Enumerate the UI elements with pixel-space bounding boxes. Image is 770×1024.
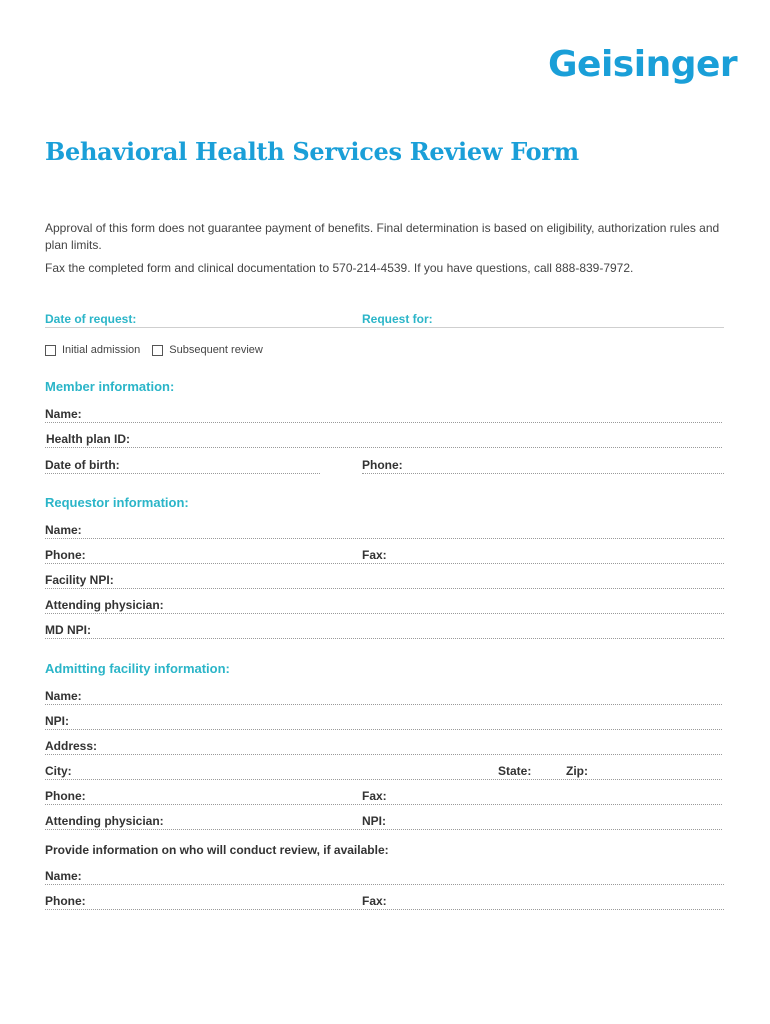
facility-address-label: Address: bbox=[45, 739, 98, 753]
facility-name-label: Name: bbox=[45, 689, 82, 703]
facility-state-label: State: bbox=[498, 764, 532, 778]
admitting-facility-heading: Admitting facility information: bbox=[45, 661, 230, 676]
facility-address-field[interactable] bbox=[45, 754, 722, 755]
requestor-attending-physician-label: Attending physician: bbox=[45, 598, 164, 612]
reviewer-fax-label: Fax: bbox=[362, 894, 387, 908]
member-name-label: Name: bbox=[45, 407, 82, 421]
requestor-name-label: Name: bbox=[45, 523, 82, 537]
md-npi-field[interactable] bbox=[45, 638, 724, 639]
facility-npi-number-label: NPI: bbox=[45, 714, 69, 728]
reviewer-phone-fax-field[interactable] bbox=[45, 909, 724, 910]
reviewer-phone-label: Phone: bbox=[45, 894, 86, 908]
facility-npi-number-field[interactable] bbox=[45, 729, 722, 730]
md-npi-label: MD NPI: bbox=[45, 623, 91, 637]
facility-phone-fax-field[interactable] bbox=[45, 804, 722, 805]
facility-attending-physician-label: Attending physician: bbox=[45, 814, 164, 828]
subsequent-review-checkbox[interactable] bbox=[152, 345, 163, 356]
facility-physician-field[interactable] bbox=[45, 829, 722, 830]
date-of-request-label: Date of request: bbox=[45, 312, 137, 326]
initial-admission-label: Initial admission bbox=[62, 344, 141, 356]
health-plan-id-label: Health plan ID: bbox=[46, 432, 131, 446]
requestor-phone-label: Phone: bbox=[45, 548, 86, 562]
requestor-phone-fax-field[interactable] bbox=[45, 563, 724, 564]
subsequent-review-label: Subsequent review bbox=[169, 344, 263, 356]
reviewer-name-field[interactable] bbox=[45, 884, 724, 885]
facility-phone-label: Phone: bbox=[45, 789, 86, 803]
member-information-heading: Member information: bbox=[45, 379, 175, 394]
request-rule bbox=[45, 327, 724, 328]
member-phone-field[interactable] bbox=[362, 473, 724, 474]
facility-name-field[interactable] bbox=[45, 704, 722, 705]
member-phone-label: Phone: bbox=[362, 458, 403, 472]
facility-fax-label: Fax: bbox=[362, 789, 387, 803]
facility-city-label: City: bbox=[45, 764, 72, 778]
requestor-attending-physician-field[interactable] bbox=[45, 613, 724, 614]
intro-fax-instructions: Fax the completed form and clinical documentation to 570-214-4539. If you have questions, call 888-839-7972. bbox=[45, 261, 634, 275]
intro-disclaimer: Approval of this form does not guarantee payment of benefits. Final determination is based on eligibility, authorization rules and plan limits. bbox=[45, 221, 720, 252]
form-title: Behavioral Health Services Review Form bbox=[45, 137, 579, 166]
facility-city-state-zip-field[interactable] bbox=[45, 779, 722, 780]
health-plan-id-field[interactable] bbox=[45, 447, 722, 448]
reviewer-name-label: Name: bbox=[45, 869, 82, 883]
request-for-label: Request for: bbox=[362, 312, 433, 326]
facility-physician-npi-label: NPI: bbox=[362, 814, 386, 828]
reviewer-heading: Provide information on who will conduct review, if available: bbox=[45, 843, 389, 857]
date-of-birth-field[interactable] bbox=[45, 473, 320, 474]
requestor-information-heading: Requestor information: bbox=[45, 495, 189, 510]
member-name-field[interactable] bbox=[45, 422, 722, 423]
requestor-name-field[interactable] bbox=[45, 538, 724, 539]
facility-npi-field[interactable] bbox=[45, 588, 724, 589]
facility-npi-label: Facility NPI: bbox=[45, 573, 114, 587]
geisinger-logo: Geisinger bbox=[548, 44, 738, 85]
date-of-birth-label: Date of birth: bbox=[45, 458, 120, 472]
request-type-options bbox=[45, 344, 275, 356]
initial-admission-checkbox[interactable] bbox=[45, 345, 56, 356]
facility-zip-label: Zip: bbox=[566, 764, 588, 778]
requestor-fax-label: Fax: bbox=[362, 548, 387, 562]
